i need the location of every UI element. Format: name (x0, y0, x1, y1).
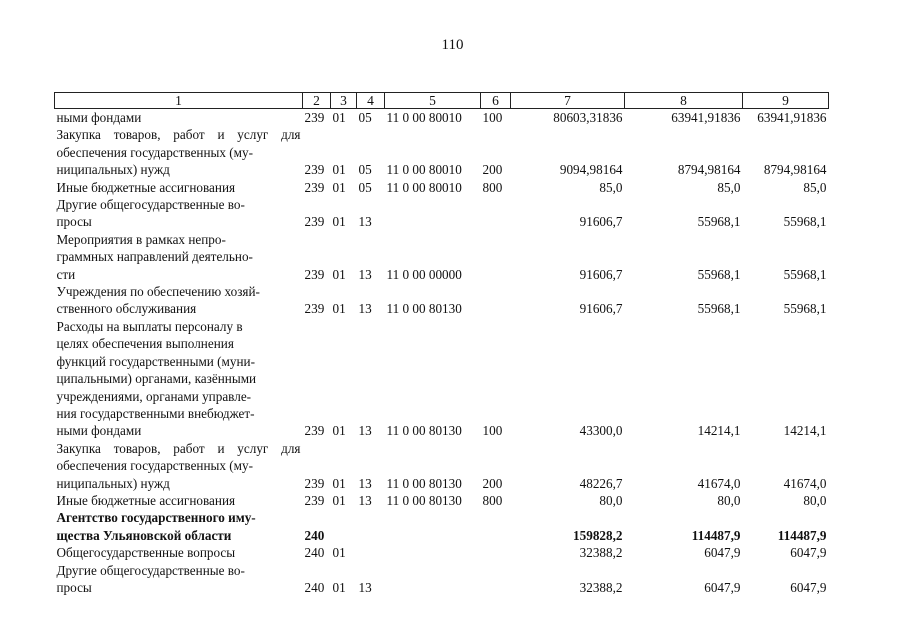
cell-amount-2019: 9094,98164 (559, 162, 623, 178)
cell-section: 01 (332, 179, 346, 195)
cell-section: 01 (332, 214, 346, 230)
header-cell-8: 8 (625, 93, 743, 109)
cell-subsection: 05 (358, 162, 372, 178)
table-row (55, 126, 829, 178)
cell-amount-2019: 85,0 (599, 179, 623, 195)
cell-name: Другие общегосударственные во- просы (56, 562, 245, 595)
cell-subsection (357, 509, 385, 544)
cell-amount-2019: 48226,7 (579, 475, 623, 491)
cell-chapter: 239 (304, 423, 325, 439)
cell-amount-2021: 8794,98164 (763, 162, 827, 178)
budget-table (54, 92, 829, 596)
cell-amount-2021: 114487,9 (777, 527, 827, 543)
cell-subsection: 05 (358, 179, 372, 195)
cell-section: 01 (332, 162, 346, 178)
table-row (55, 231, 829, 283)
cell-amount-2020: 41674,0 (697, 475, 741, 491)
cell-amount-2020: 63941,91836 (671, 110, 741, 125)
cell-section: 01 (332, 266, 346, 282)
cell-amount-2019: 91606,7 (579, 266, 623, 282)
cell-section: 01 (332, 492, 346, 508)
cell-amount-2020: 14214,1 (697, 423, 741, 439)
cell-amount-2020: 55968,1 (697, 301, 741, 317)
cell-target-item: 11 0 00 80010 (386, 179, 462, 195)
table-row (55, 283, 829, 318)
cell-subsection: 13 (358, 266, 372, 282)
cell-section: 01 (332, 545, 346, 561)
cell-expense-type: 800 (482, 179, 503, 195)
header-cell-7: 7 (511, 93, 625, 109)
cell-name: Иные бюджетные ассигнования (56, 492, 236, 508)
cell-amount-2019: 43300,0 (579, 423, 623, 439)
cell-amount-2019: 80603,31836 (553, 110, 623, 125)
cell-target-item (385, 196, 481, 231)
cell-amount-2020: 80,0 (717, 492, 741, 508)
cell-amount-2019: 91606,7 (579, 214, 623, 230)
table-row (55, 562, 829, 597)
cell-target-item: 11 0 00 00000 (386, 266, 462, 282)
cell-subsection: 05 (358, 110, 372, 125)
cell-amount-2021: 41674,0 (783, 475, 827, 491)
header-cell-3: 3 (331, 93, 357, 109)
header-cell-4: 4 (357, 93, 385, 109)
cell-section: 01 (332, 579, 346, 595)
cell-subsection: 13 (358, 492, 372, 508)
table-row (55, 544, 829, 561)
cell-target-item: 11 0 00 80130 (386, 492, 462, 508)
cell-target-item: 11 0 00 80010 (386, 110, 462, 125)
cell-amount-2020: 85,0 (717, 179, 741, 195)
cell-name: Общегосударственные вопросы (56, 545, 236, 561)
cell-amount-2019: 159828,2 (573, 527, 623, 543)
cell-chapter: 239 (304, 214, 325, 230)
cell-chapter: 239 (304, 162, 325, 178)
cell-chapter: 240 (304, 579, 325, 595)
table-row (55, 196, 829, 231)
header-cell-1: 1 (55, 93, 303, 109)
cell-amount-2021: 55968,1 (783, 301, 827, 317)
cell-target-item: 11 0 00 80010 (386, 162, 462, 178)
cell-expense-type (481, 231, 511, 283)
cell-target-item: 11 0 00 80130 (386, 475, 462, 491)
cell-expense-type (481, 562, 511, 597)
cell-name: Другие общегосударственные во- просы (56, 197, 245, 230)
cell-amount-2021: 6047,9 (790, 579, 827, 595)
cell-amount-2020: 6047,9 (704, 579, 741, 595)
cell-expense-type (481, 196, 511, 231)
cell-section: 01 (332, 110, 346, 125)
cell-subsection: 13 (358, 301, 372, 317)
cell-subsection: 13 (358, 475, 372, 491)
table-row (55, 509, 829, 544)
cell-subsection: 13 (358, 214, 372, 230)
cell-section: 01 (332, 475, 346, 491)
cell-name: Закупка товаров, работ и услуг для обеспечения государственных (му- ниципальных) нужд (56, 440, 301, 491)
cell-amount-2021: 85,0 (803, 179, 827, 195)
cell-name: Учреждения по обеспечению хозяй- ственного обслуживания (56, 284, 260, 317)
cell-target-item: 11 0 00 80130 (386, 423, 462, 439)
cell-chapter: 240 (304, 527, 325, 543)
header-row (55, 93, 829, 109)
cell-chapter: 239 (304, 492, 325, 508)
cell-amount-2019: 32388,2 (579, 579, 623, 595)
header-cell-6: 6 (481, 93, 511, 109)
cell-name: Агентство государственного иму- щества Ульяновской области (56, 510, 256, 543)
cell-amount-2019: 80,0 (599, 492, 623, 508)
table-row (55, 318, 829, 440)
cell-target-item (385, 562, 481, 597)
table-row (55, 440, 829, 492)
cell-amount-2020: 55968,1 (697, 266, 741, 282)
cell-amount-2021: 6047,9 (790, 545, 827, 561)
cell-expense-type (481, 509, 511, 544)
cell-name: Расходы на выплаты персоналу в целях обеспечения выполнения функций государственными (муни- ципальными) органами, казёнными учреждениями, органами управле- ния государственными внебюджет- ными фондами (56, 318, 257, 439)
cell-target-item (385, 509, 481, 544)
cell-amount-2020: 8794,98164 (677, 162, 741, 178)
cell-subsection (357, 544, 385, 561)
cell-expense-type: 200 (482, 475, 503, 491)
cell-expense-type: 200 (482, 162, 503, 178)
cell-expense-type: 100 (482, 110, 503, 125)
cell-chapter: 239 (304, 266, 325, 282)
cell-amount-2020: 114487,9 (691, 527, 741, 543)
cell-chapter: 239 (304, 179, 325, 195)
cell-amount-2019: 32388,2 (579, 545, 623, 561)
cell-chapter: 239 (304, 301, 325, 317)
cell-chapter: 240 (304, 545, 325, 561)
cell-amount-2020: 6047,9 (704, 545, 741, 561)
cell-section: 01 (332, 423, 346, 439)
header-cell-2: 2 (303, 93, 331, 109)
cell-name: Закупка товаров, работ и услуг для обеспечения государственных (му- ниципальных) нужд (56, 127, 301, 178)
cell-expense-type (481, 544, 511, 561)
cell-subsection: 13 (358, 579, 372, 595)
cell-amount-2021: 63941,91836 (757, 110, 827, 125)
cell-target-item: 11 0 00 80130 (386, 301, 462, 317)
page-number: 110 (441, 37, 464, 53)
cell-subsection: 13 (358, 423, 372, 439)
cell-amount-2020: 55968,1 (697, 214, 741, 230)
cell-name: Мероприятия в рамках непро- граммных направлений деятельно- сти (56, 231, 253, 282)
cell-amount-2021: 14214,1 (783, 423, 827, 439)
cell-chapter: 239 (304, 110, 325, 125)
header-cell-9: 9 (743, 93, 829, 109)
cell-expense-type: 800 (482, 492, 503, 508)
table-row (55, 179, 829, 196)
cell-name: ными фондами (56, 110, 142, 125)
cell-amount-2019: 91606,7 (579, 301, 623, 317)
header-cell-5: 5 (385, 93, 481, 109)
cell-amount-2021: 80,0 (803, 492, 827, 508)
cell-target-item (385, 544, 481, 561)
table-row (55, 109, 829, 127)
cell-amount-2021: 55968,1 (783, 214, 827, 230)
cell-expense-type: 100 (482, 423, 503, 439)
cell-section: 01 (332, 301, 346, 317)
cell-expense-type (481, 283, 511, 318)
cell-section (331, 509, 357, 544)
table-row (55, 492, 829, 509)
cell-amount-2021: 55968,1 (783, 266, 827, 282)
cell-name: Иные бюджетные ассигнования (56, 179, 236, 195)
cell-chapter: 239 (304, 475, 325, 491)
